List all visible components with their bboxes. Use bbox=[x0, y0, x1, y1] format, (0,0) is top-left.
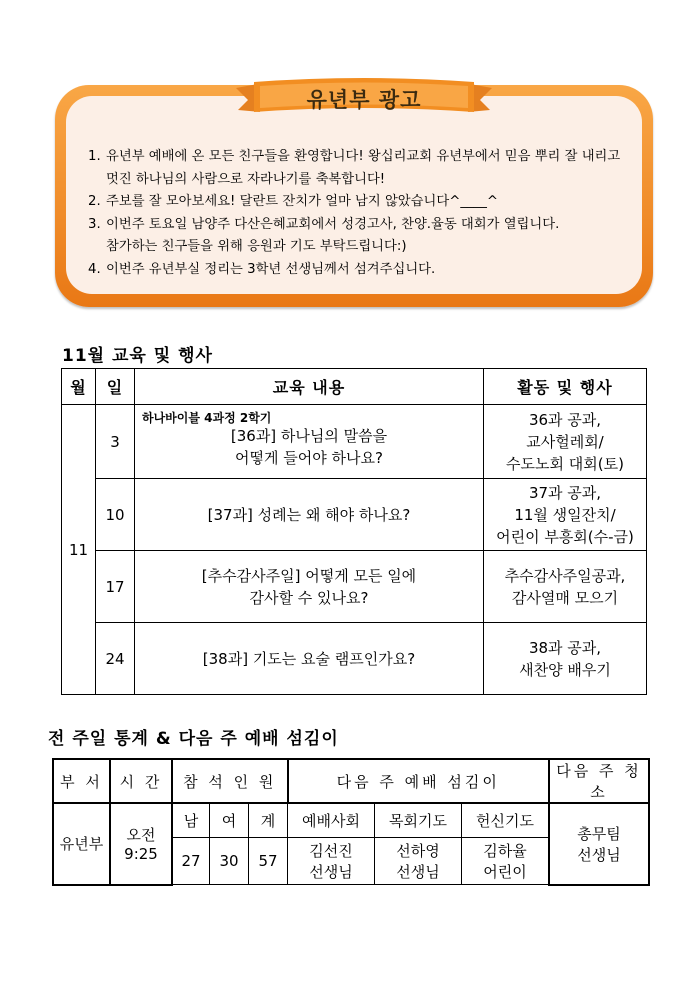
day-cell: 10 bbox=[96, 479, 135, 551]
notice-ribbon bbox=[236, 76, 492, 120]
notice-text: 참가하는 친구들을 위해 응원과 기도 부탁드립니다:) bbox=[106, 239, 407, 254]
server-cell bbox=[288, 838, 375, 885]
table-row bbox=[53, 759, 649, 803]
activity-line: 교사헐레회/ bbox=[526, 432, 604, 451]
activity-line: 감사열매 모으기 bbox=[511, 588, 619, 607]
notice-text: 주보를 잘 모아보세요! 달란트 잔치가 얼마 남지 않았습니다^____^ bbox=[106, 194, 499, 209]
server-cell bbox=[462, 838, 550, 885]
sub-female: 여 bbox=[210, 803, 249, 838]
cleaning-line: 총무팀 bbox=[577, 824, 621, 843]
cleaning-cell bbox=[549, 803, 649, 885]
table-row bbox=[62, 405, 647, 479]
notice-text: 이번주 유년부실 정리는 3학년 선생님께서 섬겨주십니다. bbox=[106, 261, 436, 277]
notice-title: 유년부 광고 bbox=[306, 88, 422, 112]
notice-number: 2. bbox=[88, 194, 101, 209]
activity-line: 수도노회 대회(토) bbox=[506, 454, 624, 473]
sub-role: 목회기도 bbox=[375, 803, 462, 838]
content-line: 감사할 수 있나요? bbox=[249, 588, 369, 607]
day-cell: 3 bbox=[96, 405, 135, 479]
table-row bbox=[62, 623, 647, 695]
sub-male: 남 bbox=[172, 803, 210, 838]
curriculum-label: 하나바이블 4과정 2학기 bbox=[142, 411, 272, 425]
notice-item bbox=[88, 236, 636, 259]
dept-cell: 유년부 bbox=[53, 803, 110, 885]
content-line: [추수감사주일] 어떻게 모든 일에 bbox=[201, 566, 417, 585]
activity-line: 11월 생일잔치/ bbox=[514, 505, 616, 524]
notice-text: 이번주 토요일 남양주 다산은혜교회에서 성경고사, 찬양.율동 대회가 열립니다. bbox=[106, 216, 560, 232]
activity-line: 37과 공과, bbox=[528, 483, 602, 502]
activity-line: 36과 공과, bbox=[528, 410, 602, 429]
notice-text: 유년부 예배에 온 모든 친구들을 환영합니다! 왕십리교회 유년부에서 믿음 뿌리 잘 내리고 멋진 하나님의 사람으로 자라나기를 축복합니다! bbox=[106, 149, 621, 187]
male-count: 27 bbox=[172, 838, 210, 885]
server-title: 선생님 bbox=[309, 863, 353, 881]
activity-cell bbox=[484, 623, 647, 695]
activity-line: 새찬양 배우기 bbox=[519, 660, 611, 679]
notice-list bbox=[88, 146, 636, 281]
notice-number: 4. bbox=[88, 261, 101, 277]
time-line: 오전 bbox=[126, 826, 156, 845]
content-line: 어떻게 들어야 하나요? bbox=[235, 449, 383, 467]
header-dept: 부 서 bbox=[53, 759, 110, 803]
notice-item bbox=[88, 214, 636, 237]
activity-line: 어린이 부흥회(수-금) bbox=[496, 527, 634, 546]
notice-number: 1. bbox=[88, 149, 101, 164]
stats-heading: 전 주일 통계 & 다음 주 예배 섬김이 bbox=[48, 729, 339, 749]
sub-total: 계 bbox=[249, 803, 288, 838]
time-line: 9:25 bbox=[124, 845, 158, 864]
server-name: 선하영 bbox=[396, 842, 440, 860]
server-title: 어린이 bbox=[483, 863, 527, 881]
activity-cell bbox=[484, 551, 647, 623]
table-row bbox=[62, 479, 647, 551]
content-cell bbox=[135, 623, 484, 695]
header-month: 월 bbox=[62, 369, 96, 405]
day-cell: 17 bbox=[96, 551, 135, 623]
activity-line: 38과 공과, bbox=[528, 638, 602, 657]
header-content: 교육 내용 bbox=[135, 369, 484, 405]
header-attendance: 참 석 인 원 bbox=[172, 759, 288, 803]
server-title: 선생님 bbox=[396, 863, 440, 881]
activity-line: 추수감사주일공과, bbox=[504, 566, 626, 585]
content-line: [38과] 기도는 요술 램프인가요? bbox=[202, 649, 416, 668]
month-cell: 11 bbox=[62, 405, 96, 695]
server-cell bbox=[375, 838, 462, 885]
day-cell: 24 bbox=[96, 623, 135, 695]
time-cell bbox=[110, 803, 172, 885]
notice-item bbox=[88, 146, 636, 191]
notice-item bbox=[88, 191, 636, 214]
cleaning-line: 선생님 bbox=[577, 845, 621, 864]
header-servers: 다음 주 예배 섬김이 bbox=[288, 759, 550, 803]
female-count: 30 bbox=[210, 838, 249, 885]
header-cleaning: 다음 주 청소 bbox=[549, 759, 649, 803]
notice-number: 3. bbox=[88, 216, 101, 232]
content-cell bbox=[135, 551, 484, 623]
education-table bbox=[61, 368, 647, 695]
sub-role: 헌신기도 bbox=[462, 803, 550, 838]
total-count: 57 bbox=[249, 838, 288, 885]
content-cell bbox=[135, 479, 484, 551]
activity-cell bbox=[484, 479, 647, 551]
header-time: 시 간 bbox=[110, 759, 172, 803]
table-row bbox=[62, 551, 647, 623]
content-line: [37과] 성례는 왜 해야 하나요? bbox=[207, 505, 411, 524]
server-name: 김하율 bbox=[483, 842, 527, 860]
content-line: [36과] 하나님의 말씀을 bbox=[230, 427, 388, 445]
server-name: 김선진 bbox=[309, 842, 353, 860]
table-row bbox=[53, 803, 649, 838]
content-cell bbox=[135, 405, 484, 479]
education-heading: 11월 교육 및 행사 bbox=[62, 346, 213, 366]
header-activity: 활동 및 행사 bbox=[484, 369, 647, 405]
notice-item bbox=[88, 259, 636, 282]
sub-role: 예배사회 bbox=[288, 803, 375, 838]
stats-table bbox=[52, 758, 650, 886]
activity-cell bbox=[484, 405, 647, 479]
header-day: 일 bbox=[96, 369, 135, 405]
